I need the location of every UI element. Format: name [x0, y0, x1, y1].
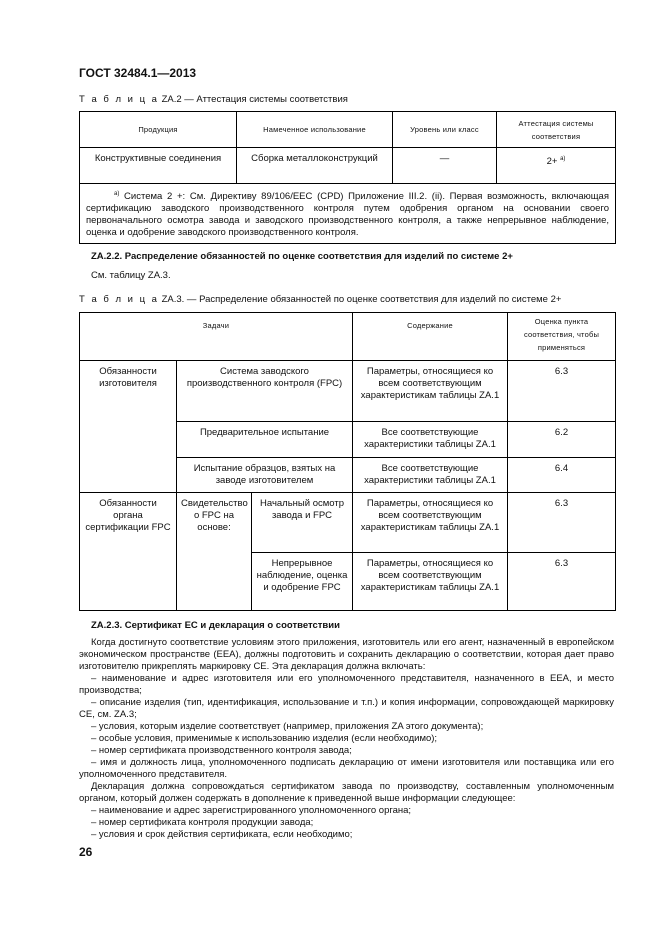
task-initial-testing: Предварительное испытание [177, 422, 353, 458]
section-za23-heading: ZA.2.3. Сертификат ЕС и декларация о соответствии [91, 620, 340, 631]
header-clause: Оценка пункта соответствия, чтобы применяться [508, 313, 616, 361]
header-tasks: Задачи [80, 313, 353, 361]
clause-value: 6.4 [508, 458, 616, 493]
content-parameters: Параметры, относящиеся ко всем соответствующим характеристикам таблицы ZA.1 [353, 493, 508, 553]
clause-value: 6.3 [508, 493, 616, 553]
section-za23-body [79, 637, 614, 841]
header-level: Уровень или класс [393, 112, 497, 148]
table-za2 [79, 111, 616, 244]
page-number: 26 [79, 845, 93, 859]
content-parameters: Параметры, относящиеся ко всем соответствующим характеристикам таблицы ZA.1 [353, 553, 508, 611]
table-za2-caption [79, 94, 348, 105]
table-label: Т а б л и ц а [79, 94, 159, 105]
document-header: ГОСТ 32484.1—2013 [79, 66, 197, 80]
task-initial-inspection: Начальный осмотр завода и FPC [252, 493, 353, 553]
list-item: – условия и срок действия сертификата, если необходимо; [91, 829, 353, 840]
list-item: – наименование и адрес изготовителя или его уполномоченного представителя, назначенного в ЕЕА, и место производства; [79, 673, 614, 696]
cell-attestation [497, 148, 616, 184]
list-item: – особые условия, применимые к использованию изделия (если необходимо); [91, 733, 438, 744]
list-item: – наименование и адрес зарегистрированного уполномоченного органа; [91, 805, 412, 816]
task-fpc-system: Система заводского производственного контроля (FPC) [177, 361, 353, 422]
task-continuous-surveillance: Непрерывное наблюдение, оценка и одобрение FPC [252, 553, 353, 611]
content-characteristics: Все соответствующие характеристики таблицы ZA.1 [353, 458, 508, 493]
list-item: – имя и должность лица, уполномоченного подписать декларацию от имени изготовителя или поставщика или его уполномоченного представителя. [79, 757, 614, 780]
cell-product: Конструктивные соединения [80, 148, 237, 184]
attestation-value: 2+ [546, 156, 558, 167]
group-certification-body: Обязанности органа сертификации FPC [80, 493, 177, 611]
header-attestation: Аттестация системы соответствия [497, 112, 616, 148]
table-za3 [79, 312, 616, 611]
cell-intended-use: Сборка металлоконструкций [237, 148, 393, 184]
task-sample-testing: Испытание образцов, взятых на заводе изготовителем [177, 458, 353, 493]
section-za22-text: См. таблицу ZA.3. [91, 270, 171, 281]
list-item: – описание изделия (тип, идентификация, использование и т.п.) и копия информации, сопровождающей маркировку СЕ, см. ZA.3; [79, 697, 614, 720]
table-note [80, 184, 616, 244]
group-manufacturer: Обязанности изготовителя [80, 361, 177, 493]
content-characteristics: Все соответствующие характеристики таблицы ZA.1 [353, 422, 508, 458]
clause-value: 6.2 [508, 422, 616, 458]
footnote-marker: а) [560, 156, 566, 162]
paragraph: Декларация должна сопровождаться сертификатом завода по производству, составленным уполномоченным органом, который должен содержать в дополнение к приведенной выше информации следующее: [79, 781, 614, 804]
table-za3-caption [79, 294, 561, 305]
table-caption-text: ZA.2 — Аттестация системы соответствия [161, 94, 348, 105]
header-product: Продукция [80, 112, 237, 148]
clause-value: 6.3 [508, 361, 616, 422]
list-item: – номер сертификата контроля продукции завода; [91, 817, 314, 828]
clause-value: 6.3 [508, 553, 616, 611]
list-item: – условия, которым изделие соответствует (например, приложения ZA этого документа); [91, 721, 484, 732]
content-parameters: Параметры, относящиеся ко всем соответствующим характеристикам таблицы ZA.1 [353, 361, 508, 422]
table-label: Т а б л и ц а [79, 294, 159, 305]
cell-level: — [393, 148, 497, 184]
note-marker: а) [114, 191, 120, 197]
fpc-certificate-basis: Свидетельство о FPC на основе: [177, 493, 252, 611]
list-item: – номер сертификата производственного контроля завода; [91, 745, 352, 756]
header-intended-use: Намеченное использование [237, 112, 393, 148]
header-content: Содержание [353, 313, 508, 361]
table-caption-text: ZA.3. — Распределение обязанностей по оценке соответствия для изделий по системе 2+ [161, 294, 562, 305]
section-za22-heading: ZA.2.2. Распределение обязанностей по оценке соответствия для изделий по системе 2+ [91, 251, 513, 262]
paragraph: Когда достигнуто соответствие условиям этого приложения, изготовитель или его агент, назначенный в европейском экономическом пространстве (ЕЕА), должны подготовить и сохранить декларацию о соответствии, которая дает право изготовителю прикреплять маркировку СЕ. Эта декларация должна включать: [79, 637, 614, 672]
note-text: Система 2 +: См. Директиву 89/106/ЕЕС (CPD) Приложение III.2. (ii). Первая возможность, включающая сертификацию заводского производственного контроля путем одобрения органом на основании своего первоначального осмотра завода и заводского производственного контроля, а также непрерывное наблюдение, оценка и одобрение заводского производственного контроля. [86, 191, 609, 238]
